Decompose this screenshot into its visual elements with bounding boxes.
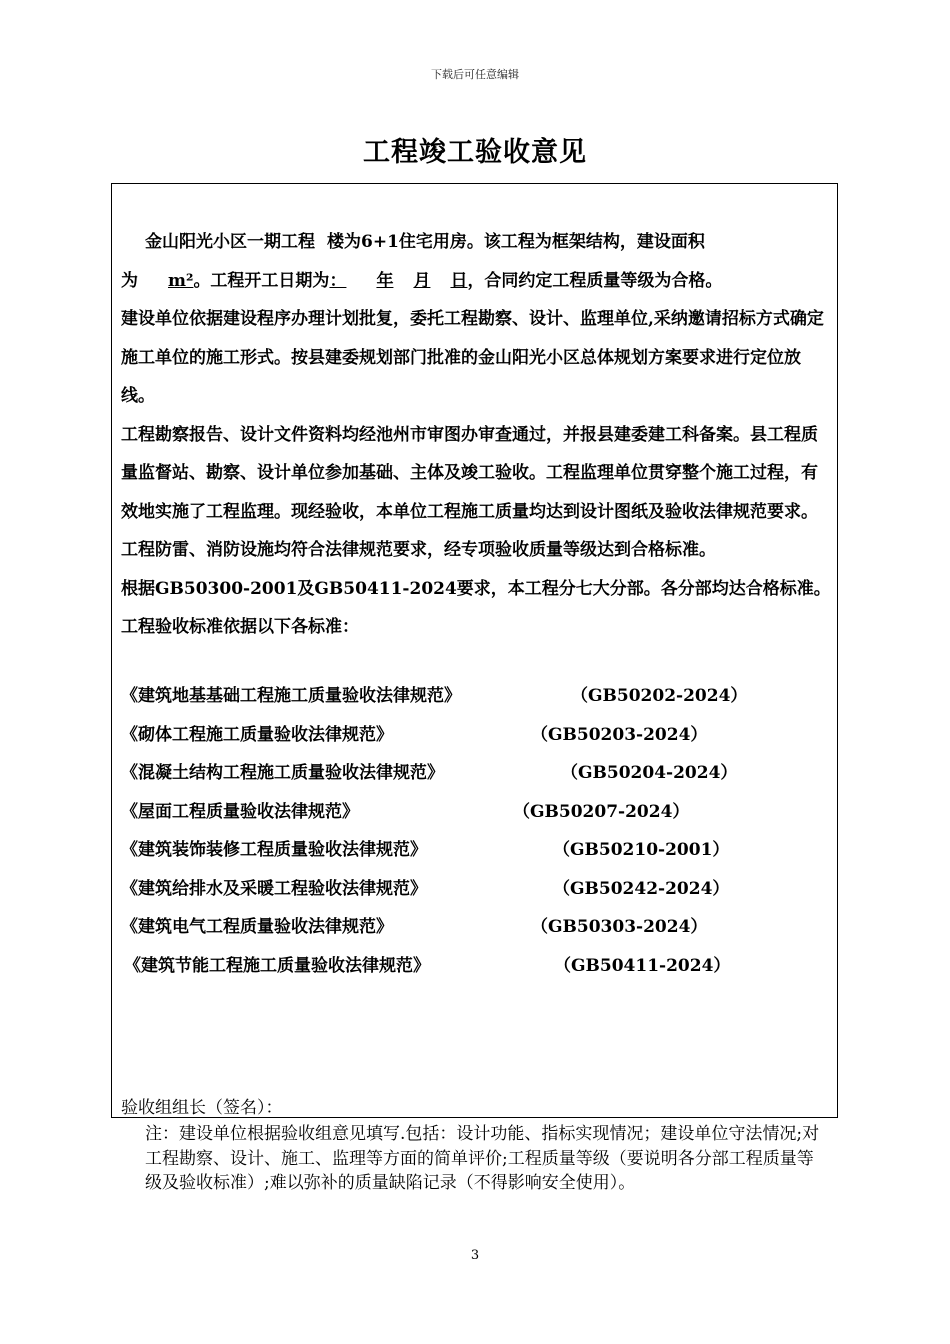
standard-name: 《建筑节能工程施工质量验收法律规范》	[124, 955, 430, 976]
quality-grade-text: ，合同约定工程质量等级为合格。	[467, 270, 723, 291]
standard-item	[121, 681, 748, 706]
project-name: 金山阳光小区一期工程	[145, 232, 315, 252]
standard-item	[121, 797, 690, 822]
standard-name: 《屋面工程质量验收法律规范》	[121, 801, 359, 822]
intro-line-2	[121, 262, 833, 301]
standard-name: 《混凝土结构工程施工质量验收法律规范》	[121, 763, 444, 783]
building-description: 楼为6+1住宅用房。该工程为框架结构，建设面积	[327, 232, 705, 252]
document-title: 工程竣工验收意见	[363, 137, 587, 168]
paragraph-standards-intro: 根据GB50300-2001及GB50411-2024要求，本工程分七大分部。各分部均达合格标准。工程验收标准依据以下各标准：	[121, 578, 831, 637]
standard-code: （GB50203-2024）	[531, 724, 708, 745]
standard-item	[121, 720, 708, 745]
date-day: 日	[450, 270, 468, 291]
standard-name: 《砌体工程施工质量验收法律规范》	[121, 724, 393, 745]
standard-item	[121, 835, 730, 860]
page-number: 3	[470, 1248, 480, 1263]
area-unit: m²	[168, 270, 194, 291]
area-prefix: 为	[121, 270, 138, 291]
date-colon: ：	[329, 270, 347, 291]
standard-name: 《建筑装饰装修工程质量验收法律规范》	[121, 840, 427, 860]
standard-name: 《建筑给排水及采暖工程验收法律规范》	[121, 878, 427, 899]
intro-line-1	[121, 223, 833, 262]
area-blank	[138, 271, 193, 291]
header-note: 下载后可任意编辑	[431, 68, 519, 81]
signature-label: 验收组组长（签名）：	[121, 1098, 283, 1118]
standard-name: 《建筑电气工程质量验收法律规范》	[121, 917, 393, 937]
start-date-label: 。工程开工日期为	[193, 270, 330, 291]
form-note: 注：建设单位根据验收组意见填写.包括：设计功能、指标实现情况；建设单位守法情况;对工程勘察、设计、施工、监理等方面的简单评价;工程质量等级（要说明各分部工程质量等级及验收标准）;难以弥补的质量缺陷记录（不得影响安全使用）。	[145, 1124, 820, 1193]
standard-code: （GB50303-2024）	[531, 917, 708, 937]
opinion-body	[121, 223, 833, 647]
standard-code: （GB50202-2024）	[571, 686, 748, 706]
standard-code: （GB50411-2024）	[554, 955, 731, 976]
standard-name: 《建筑地基基础工程施工质量验收法律规范》	[121, 686, 461, 706]
standard-code: （GB50210-2001）	[553, 840, 730, 860]
standard-code: （GB50207-2024）	[513, 801, 690, 822]
standard-code: （GB50242-2024）	[553, 878, 730, 899]
standard-item	[121, 912, 708, 937]
standard-code: （GB50204-2024）	[561, 763, 738, 783]
standard-item	[121, 758, 738, 783]
paragraph-construction-procedure: 建设单位依据建设程序办理计划批复，委托工程勘察、设计、监理单位,采纳邀请招标方式确定施工单位的施工形式。按县建委规划部门批准的金山阳光小区总体规划方案要求进行定位放线。	[121, 309, 824, 406]
standard-item	[121, 874, 730, 899]
date-year: 年	[376, 270, 394, 291]
standard-item	[124, 951, 731, 976]
paragraph-inspection: 工程勘察报告、设计文件资料均经池州市审图办审查通过，并报县建委建工科备案。县工程质量监督站、勘察、设计单位参加基础、主体及竣工验收。工程监理单位贯穿整个施工过程，有效地实施了工程监理。现经验收，本单位工程施工质量均达到设计图纸及验收法律规范要求。工程防雷、消防设施均符合法律规范要求，经专项验收质量等级达到合格标准。	[121, 424, 818, 560]
date-month: 月	[413, 270, 431, 291]
start-date-blank	[329, 271, 467, 291]
